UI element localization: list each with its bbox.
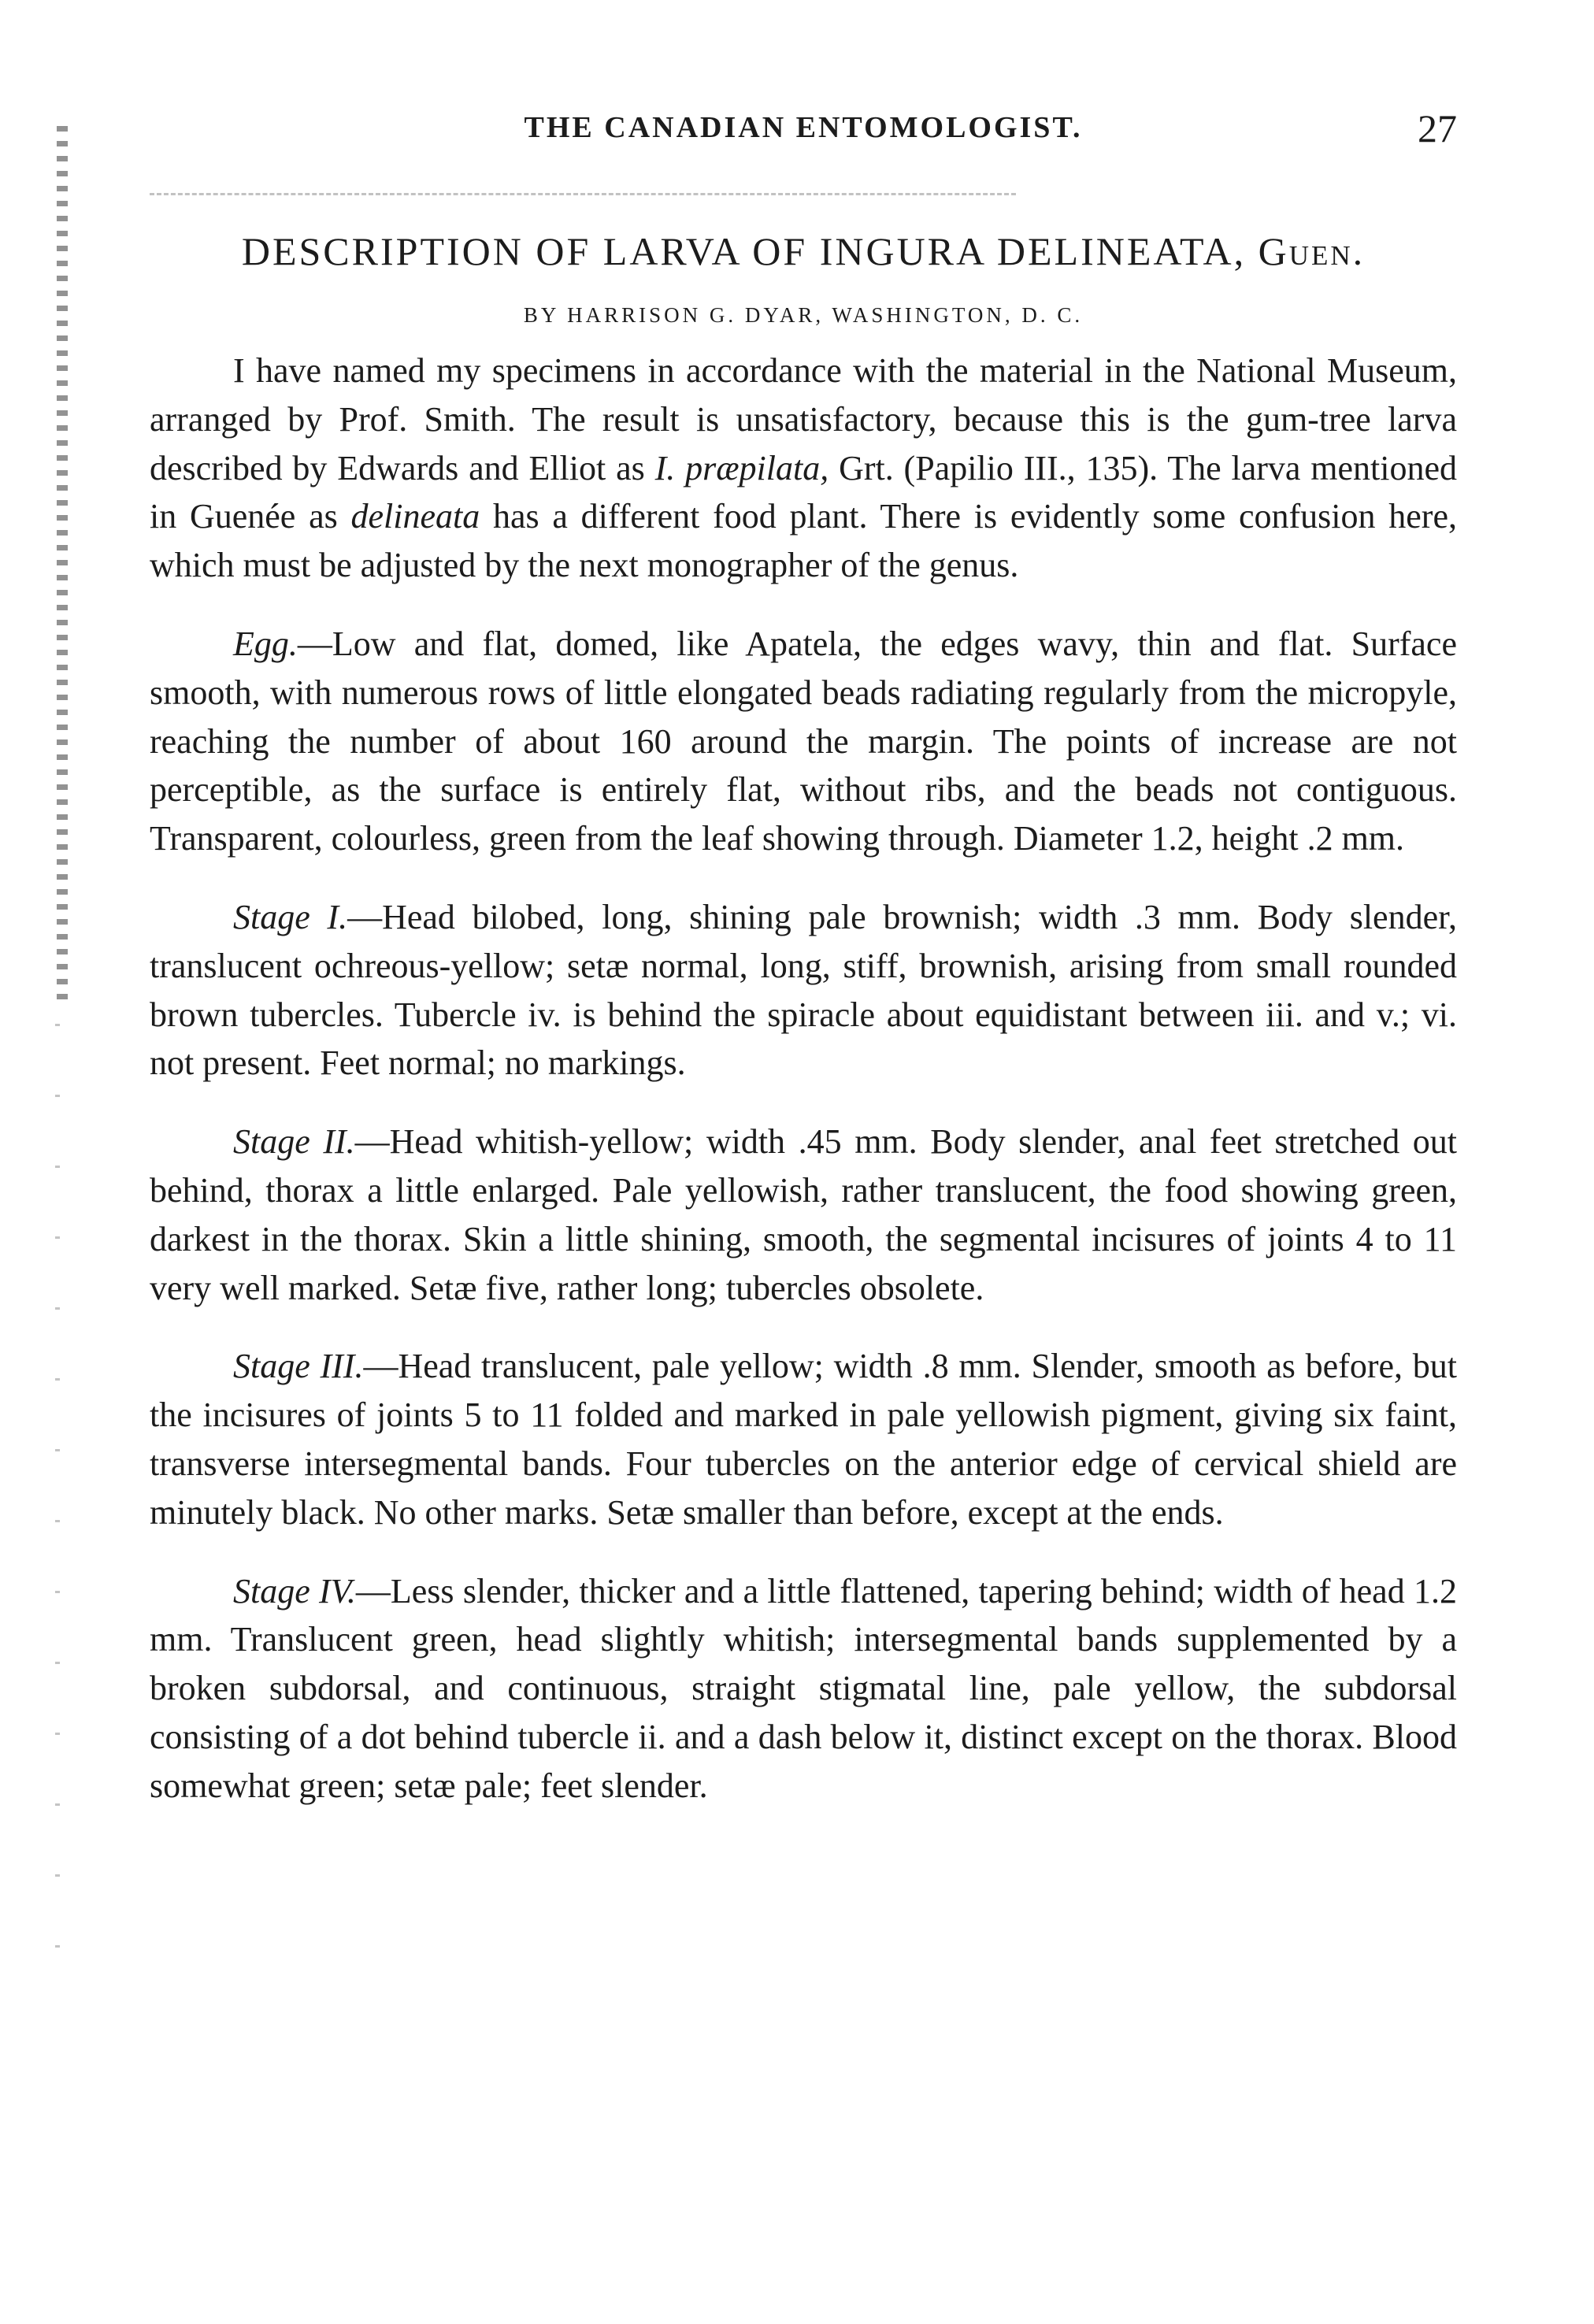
intro-text-1: I have named my specimens in accordance with the material in the National Museum, arranged by Prof. Smith. The result is unsatisfactory, because this is the gum-tree larva described by Edwards and Elliot as [150, 351, 1457, 487]
intro-species-name: I. præpilata, [654, 448, 829, 487]
article-body [150, 347, 1457, 1811]
paragraph-stage-4 [150, 1567, 1457, 1811]
journal-title: THE CANADIAN ENTOMOLOGIST. [524, 111, 1083, 144]
stage-3-text: —Head translucent, pale yellow; width .8 mm. Slender, smooth as before, but the incisures of joints 5 to 11 folded and marked in pale yellowish pigment, giving six faint, transverse intersegmental bands. Four tubercles on the anterior edge of cervical shield are minutely black. No other marks. Setæ smaller than before, except at the ends. [150, 1347, 1457, 1532]
egg-text: —Low and flat, domed, like Apatela, the edges wavy, thin and flat. Surface smooth, with numerous rows of little elongated beads radiating regularly from the micropyle, reaching the number of about 160 around the margin. The points of increase are not perceptible, as the surface is entirely flat, without ribs, and the beads not contiguous. Transparent, colourless, green from the leaf showing through. Diameter 1.2, height .2 mm. [150, 624, 1457, 858]
stage-2-text: —Head whitish-yellow; width .45 mm. Body slender, anal feet stretched out behind, thorax a little enlarged. Pale yellowish, rather translucent, the food showing green, darkest in the thorax. Skin a little shining, smooth, the segmental incisures of joints 4 to 11 very well marked. Setæ five, rather long; tubercles obsolete. [150, 1122, 1457, 1307]
article-title [150, 228, 1457, 274]
paragraph-stage-3 [150, 1342, 1457, 1536]
paragraph-egg [150, 620, 1457, 863]
intro-text-3: has a different food plant. There is evidently some confusion here, which must be adjusted by the next monographer of the genus. [150, 497, 1457, 585]
stage-4-lead: Stage IV. [233, 1571, 356, 1610]
binding-gutter [57, 126, 68, 1008]
intro-delineata: delineata [350, 497, 480, 536]
page-number: 27 [1418, 106, 1457, 150]
stage-1-text: —Head bilobed, long, shining pale brownish; width .3 mm. Body slender, translucent ochreous-yellow; setæ normal, long, stiff, brownish, arising from small rounded brown tubercles. Tubercle iv. is behind the spiracle about equidistant between iii. and v.; vi. not present. Feet normal; no markings. [150, 897, 1457, 1083]
paragraph-intro [150, 347, 1457, 590]
stage-3-lead: Stage III. [233, 1347, 364, 1386]
running-head [150, 106, 1457, 158]
egg-lead: Egg. [233, 624, 298, 663]
binding-gutter-faint [55, 1024, 60, 1969]
stage-4-text: —Less slender, thicker and a little flattened, tapering behind; width of head 1.2 mm. Translucent green, head slightly whitish; intersegmental bands supplemented by a broken subdorsal, and continuous, straight stigmatal line, pale yellow, the subdorsal consisting of a dot behind tubercle ii. and a dash below it, distinct except on the thorax. Blood somewhat green; setæ pale; feet slender. [150, 1571, 1457, 1805]
stage-2-lead: Stage II. [233, 1122, 355, 1162]
paragraph-stage-2 [150, 1118, 1457, 1312]
byline: BY HARRISON G. DYAR, WASHINGTON, D. C. [523, 303, 1084, 327]
intro-text-2: Grt. (Papilio III., 135). The larva mentioned in Guenée as [150, 448, 1457, 536]
article-title-text: DESCRIPTION OF LARVA OF INGURA DELINEATA, [241, 229, 1247, 273]
stage-1-lead: Stage I. [233, 897, 348, 936]
article-title-author: Guen. [1258, 229, 1366, 273]
paragraph-stage-1 [150, 893, 1457, 1088]
header-rule [150, 193, 1016, 195]
